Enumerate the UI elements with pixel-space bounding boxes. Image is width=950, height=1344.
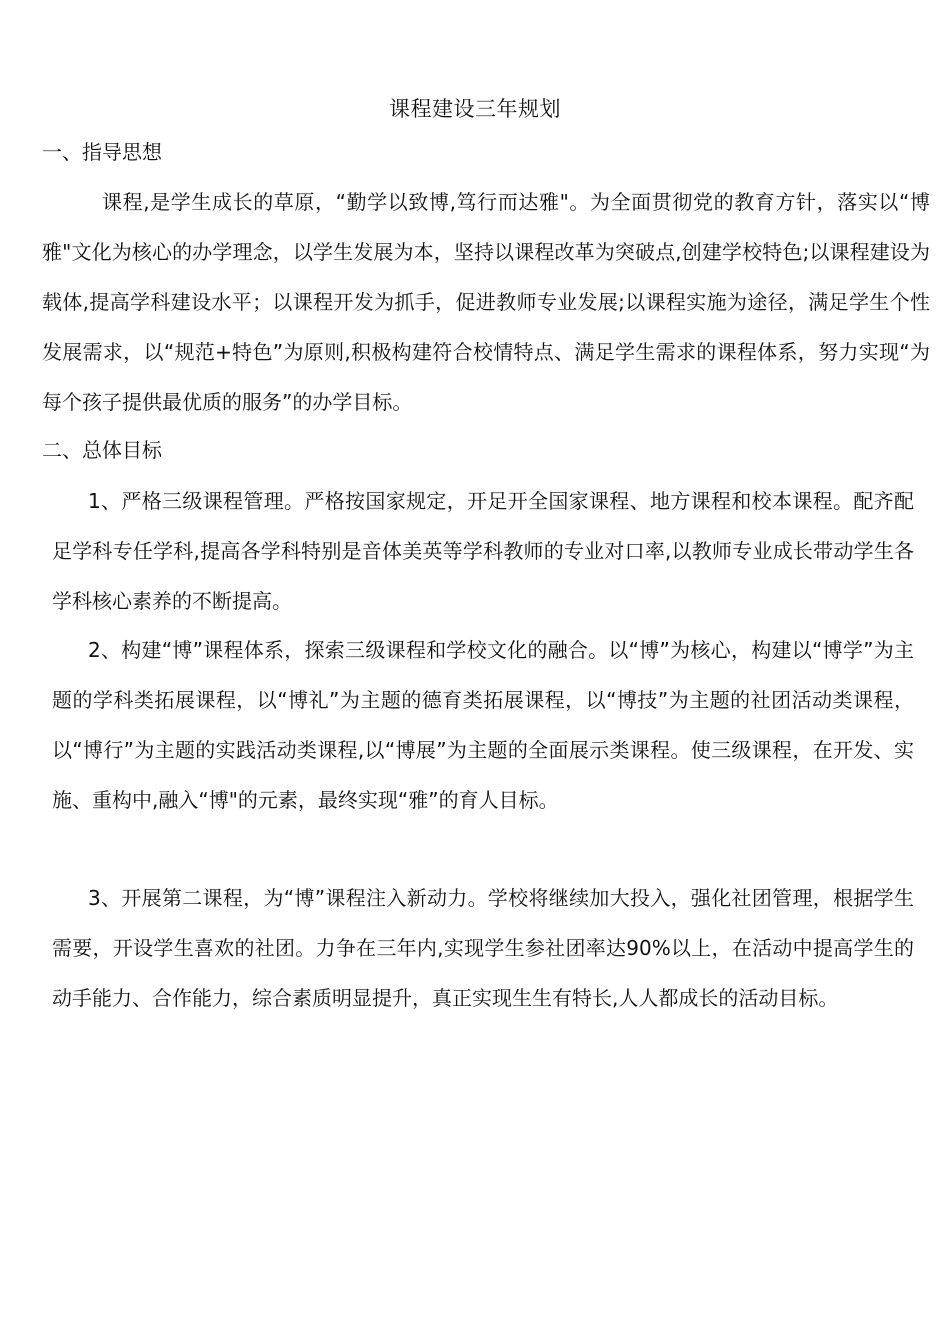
- guiding-ideology-paragraph: 课程,是学生成长的草原，“勤学以致博,笃行而达雅"。为全面贯彻党的教育方针，落实以“博雅"文化为核心的办学理念，以学生发展为本，坚持以课程改革为突破点,创建学校特色;以课程建设为载体,提高学科建设水平；以课程开发为抓手，促进教师专业发展;以课程实施为途径，满足学生个性发展需求，以“规范+特色”为原则,积极构建符合校情特点、满足学生需求的课程体系，努力实现“为每个孩子提供最优质的服务”的办学目标。: [42, 190, 930, 414]
- goal-item-2: 2、构建“博”课程体系，探索三级课程和学校文化的融合。以“博”为核心，构建以“博学”为主题的学科类拓展课程，以“博礼”为主题的德育类拓展课程，以“博技”为主题的社团活动类课程，以“博行”为主题的实践活动类课程,以“博展”为主题的全面展示类课程。使三级课程，在开发、实施、重构中,融入“博"的元素，最终实现“雅”的育人目标。: [52, 638, 914, 812]
- goal-item-3: 3、开展第二课程，为“博”课程注入新动力。学校将继续加大投入，强化社团管理，根据学生需要，开设学生喜欢的社团。力争在三年内,实现学生参社团率达90%以上，在活动中提高学生的动手能力、合作能力，综合素质明显提升，真正实现生生有特长,人人都成长的活动目标。: [52, 886, 914, 1010]
- section-heading-guiding-ideology: 一、指导思想: [42, 140, 162, 164]
- section-heading-overall-goals: 二、总体目标: [42, 438, 162, 462]
- goal-item-1: 1、严格三级课程管理。严格按国家规定，开足开全国家课程、地方课程和校本课程。配齐配足学科专任学科,提高各学科特别是音体美英等学科教师的专业对口率,以教师专业成长带动学生各学科核心素养的不断提高。: [52, 489, 914, 613]
- document-title: 课程建设三年规划: [389, 97, 561, 121]
